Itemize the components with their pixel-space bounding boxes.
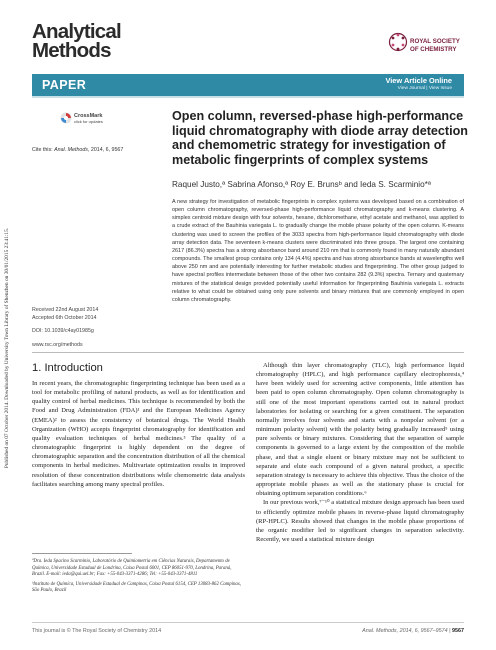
cite-prefix: Cite this:: [32, 147, 53, 153]
crossmark-icon: [60, 112, 72, 124]
body-paragraph: In recent years, the chromatographic fingerprinting technique has been used as a tool for metabolic profiling of natural products, as well as for identification and quality control of herbal medicines. This technique is recommended by both the Food and Drug Administration (FDA)¹ and the European Medicines Agency (EMEA)² to assess the consistency of botanical drugs. The World Health Organization (WHO) accepts fingerprint chromatography for identification and quality evaluation techniques of herbal medicines.³ The quality of a chromatographic fingerprint is highly dependent on the degree of chromatographic separation and the concentration distribution of all the chemical components in herbal medicines. Multivariate optimization results in improved resolution of these concentration distributions while chemometric data analysis facilitates searching among many spectral profiles.: [32, 380, 245, 488]
view-article-online-link[interactable]: View Article Online: [385, 76, 452, 85]
doi-link[interactable]: DOI: 10.1039/c4ay01985g: [32, 328, 94, 335]
page-number: 9567: [452, 628, 464, 634]
body-paragraph: Although thin layer chromatography (TLC), high performance liquid chromatography (HPLC), and high performance capillary electrophoresis,⁴ have been widely used for screening active components, little attention has been paid to open column chromatography. Open column chromatography is still one of the most important operations carried out in natural product laboratories for isolating or searching for a given constituent. The separation normally involves four solvents and starts with a nonpolar solvent (or a minimum polarity solvent) with the polarity being gradually increased⁵ using pure solvents or binary mixtures. Considering that the separation of sample components is governed to a large extent by the composition of the mobile phase, and that a single eluent or binary mixture may not be sufficient to separate and elute each compound of a given natural product, a specific separation strategy is necessary to achieve this objective. Thus the choice of the appropriate mobile phases as well as the stationary phase is crucial for obtaining optimum separation conditions.⁶: [256, 362, 464, 498]
section-heading-introduction: 1. Introduction: [32, 362, 103, 374]
body-paragraph: In our previous work,⁷⁻¹⁰ a statistical mixture design approach has been used to efficiently optimize mobile phases in reverse-phase liquid chromatography (RP-HPLC). Results showed that changes in the mobile phase proportions of the organic modifier led to significant changes in separation selectivity. Recently, we used a statistical mixture design: [256, 499, 464, 543]
journal-name-line2: Methods: [32, 39, 111, 62]
crossmark-label: CrossMark: [74, 113, 103, 119]
cite-ref: , 2014, 6, 9567: [87, 147, 124, 153]
banner-stripe: [32, 96, 464, 98]
footnote-divider: [32, 553, 132, 554]
author-list: Raquel Justo,ª Sabrina Afonso,ª Roy E. Brunsᵇ and Ieda S. Scarminio*ª: [172, 180, 431, 189]
journal-website-link[interactable]: www.rsc.org/methods: [32, 341, 83, 348]
received-date: Received 22nd August 2014: [32, 307, 99, 313]
rsc-name-line2: OF CHEMISTRY: [410, 45, 457, 53]
citation-line: [32, 147, 123, 153]
rsc-logo[interactable]: [388, 30, 468, 72]
abstract: A new strategy for investigation of metabolic fingerprints in complex systems was developed based on a combination of open column chromatography, reversed-phase high-performance liquid chromatography and k-means clustering. A simplex centroid mixture design with four solvents, hexane, dichloromethane, ethyl acetate and methanol, was applied to a crude extract of the Bauhinia variegata L. to gradually change the mobile phase polarity of the open column. K-means clustering was used to screen the profiles of the 3033 spectra from high-performance liquid chromatography with diode array detection data. The seventeen k-means clusters were discriminated into three groups. The largest one containing 2617 (86.3%) spectra has a strong absorbance band around 210 nm that is commonly found in many naturally abundant compounds. The smallest group contains only 134 (4.4%) spectra and has strong absorbance bands at wavelengths well above 250 nm and are potentially interesting for further metabolic studies and fingerprinting. The other group judged to have spectral profiles intermediate between those of the other two contains 282 (9.3%) spectra. Ternary and quaternary mixtures of the statistical design provided potentially useful information for fingerprinting Bauhinia variegata L. extracts relative to what could be obtained using only pure solvents and binary mixtures that are commonly employed in open column chromatography.: [172, 199, 464, 303]
rsc-emblem-icon: [388, 30, 408, 54]
affiliation-footnotes: [32, 559, 245, 598]
body-column-right: [256, 361, 464, 544]
footnote-affiliation-a: ªDra. Ieda Spacino Scarminio, Laboratório de Quimiometria em Ciências Naturais, Departamento de Química, Universidade Estadual de Londrina, Caixa Postal 6001, CEP 86051-970, Londrina, Paraná, Brazil. E-mail: ieda@qui.uel.br; Fax: +55-043-3371-4286; Tel: +55-043-3371-4811: [32, 559, 232, 577]
download-note-text: Published on 07 October 2014. Downloaded by University Town Library of Shenzhen on 30/01/2015 23:41:15.: [4, 227, 10, 469]
accepted-date: Accepted 6th October 2014: [32, 314, 97, 321]
article-type-banner: [32, 74, 464, 96]
view-journal-issue-links[interactable]: View Journal | View Issue: [397, 86, 452, 91]
article-type-label: PAPER: [42, 78, 87, 92]
crossmark-badge[interactable]: [60, 112, 104, 126]
article-title: Open column, reversed-phase high-performance liquid chromatography with diode array detection and chemometric strategy for investigation of metabolic fingerprints of complex systems: [172, 109, 468, 167]
section-divider: [32, 352, 464, 353]
cite-journal: Anal. Methods: [54, 147, 88, 153]
crossmark-sublabel: click for updates: [74, 119, 103, 124]
download-note: [0, 90, 14, 610]
footer-divider: [32, 622, 464, 623]
journal-name-line1: Analytical: [32, 20, 121, 43]
footer-page-ref: [362, 628, 464, 634]
journal-logo[interactable]: [32, 22, 121, 60]
footnote-affiliation-b: ᵇInstituto de Química, Universidade Estadual de Campinas, Caixa Postal 6154, CEP 13083-862 Campinas, São Paulo, Brazil: [32, 581, 241, 593]
rsc-name-line1: ROYAL SOCIETY: [410, 38, 460, 45]
footer-citation: Anal. Methods, 2014, 6, 9567–9574 |: [362, 628, 452, 634]
footer-copyright: This journal is © The Royal Society of Chemistry 2014: [32, 628, 162, 634]
article-history: [32, 307, 98, 349]
body-column-left: [32, 379, 245, 489]
